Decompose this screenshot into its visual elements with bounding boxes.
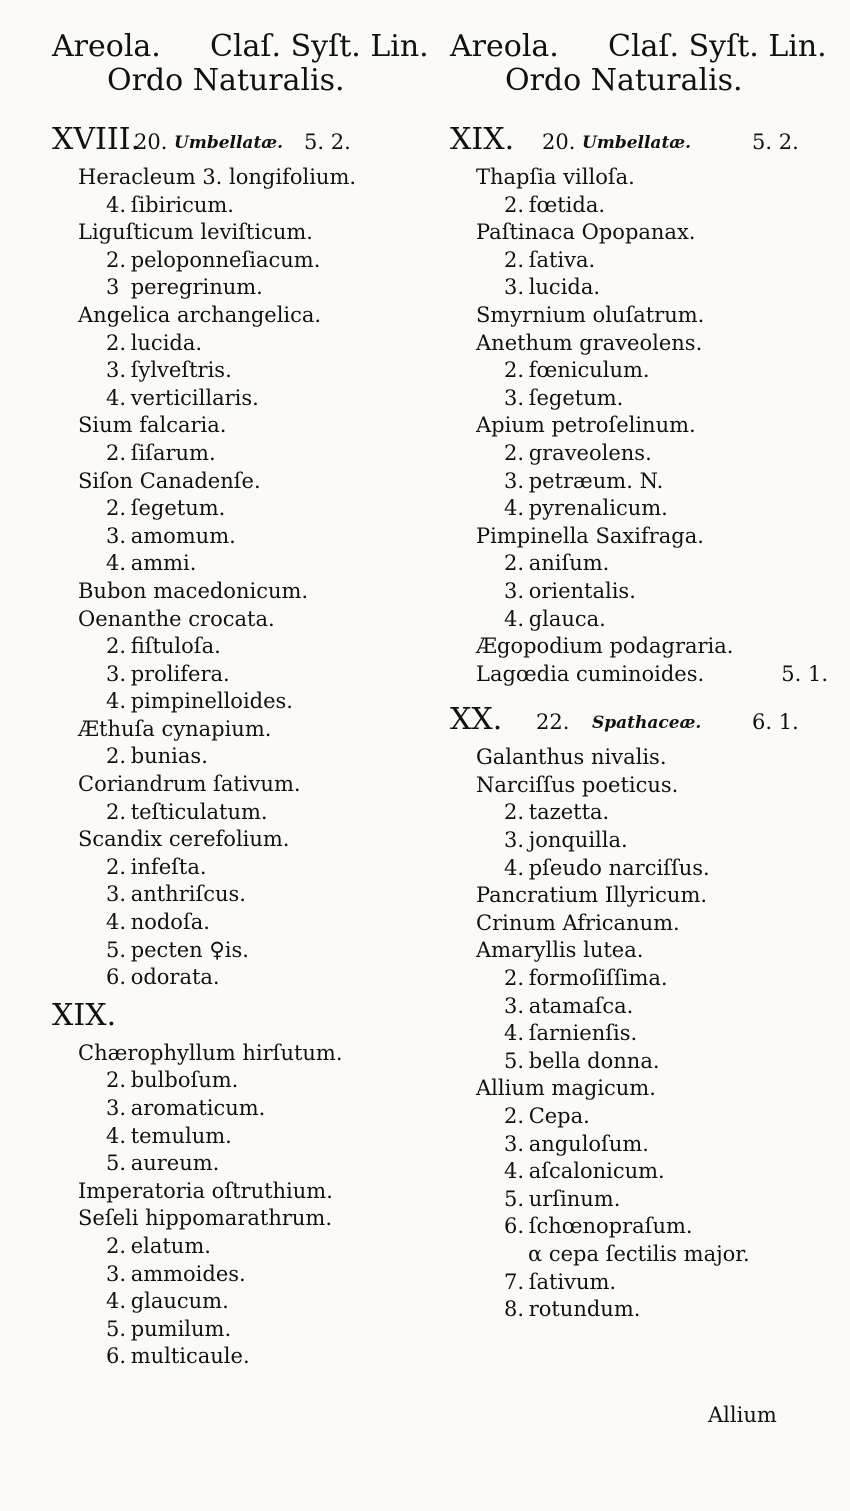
class-number: 20.: [134, 130, 168, 154]
entry-text: fiſtuloſa.: [130, 634, 221, 659]
entry-text: Paſtinaca Opopanax.: [476, 220, 696, 245]
plant-list-xix: [52, 1040, 442, 1371]
species-number: 2.: [106, 496, 127, 521]
genus-entry: [450, 523, 840, 551]
entry-text: nodoſa.: [130, 910, 210, 935]
entry-text: ſchœnopraſum.: [528, 1214, 693, 1239]
species-number: 3.: [106, 1096, 127, 1120]
species-entry: [450, 192, 840, 220]
species-number: 4.: [504, 606, 525, 631]
entry-text: Liguſticum leviſticum.: [78, 220, 313, 245]
plant-list-xx: [450, 744, 840, 1323]
species-number: 3.: [504, 993, 525, 1018]
species-entry: [52, 1095, 442, 1123]
entry-text: aſcalonicum.: [528, 1159, 665, 1184]
species-number: 4.: [106, 910, 127, 935]
species-entry: [52, 523, 442, 551]
entry-text: pecten ♀is.: [130, 937, 249, 962]
genus-entry: [450, 412, 840, 440]
entry-text: anguloſum.: [528, 1131, 649, 1156]
species-entry: [450, 495, 840, 523]
natural-order: Umbellatæ.: [582, 133, 692, 153]
entry-text: elatum.: [130, 1233, 211, 1258]
genus-entry: [52, 578, 442, 606]
species-entry: [450, 1131, 840, 1159]
species-entry: [52, 1343, 442, 1371]
genus-entry: [52, 826, 442, 854]
genus-entry: [450, 1075, 840, 1103]
species-entry: [450, 440, 840, 468]
species-number: 3.: [106, 1261, 127, 1286]
right-column-header: [450, 30, 840, 64]
entry-text: ſativum.: [528, 1269, 617, 1294]
species-entry: [450, 1296, 840, 1324]
entry-text: ſegetum.: [528, 385, 624, 410]
species-entry: [52, 799, 442, 827]
entry-text: Smyrnium oluſatrum.: [476, 302, 705, 327]
species-number: 2.: [106, 330, 127, 355]
entry-text: Crinum Africanum.: [476, 910, 680, 935]
entry-text: Apium petroſelinum.: [476, 413, 696, 438]
genus-entry: [52, 412, 442, 440]
species-number: 4.: [504, 1159, 525, 1184]
areola-heading: Areola.: [52, 29, 161, 64]
entry-text: pſeudo narciſſus.: [528, 855, 710, 880]
entry-text: formoſiſſima.: [528, 966, 668, 991]
species-number: 7.: [504, 1269, 525, 1294]
entry-text: α cepa ſectilis major.: [528, 1241, 750, 1266]
species-entry: [450, 1103, 840, 1131]
ordo-naturalis-heading: Ordo Naturalis.: [505, 63, 743, 98]
species-entry: [52, 550, 442, 578]
entry-text: Oenanthe crocata.: [78, 606, 275, 631]
genus-entry: [450, 937, 840, 965]
species-number: 3: [106, 275, 120, 300]
variety-entry: [450, 1241, 840, 1269]
species-entry: [52, 881, 442, 909]
species-entry: [52, 385, 442, 413]
left-column: [52, 30, 442, 1371]
left-column-header: [52, 30, 442, 64]
species-number: 4.: [106, 1123, 127, 1148]
species-number: 3.: [504, 275, 525, 300]
section-heading-xix: [52, 996, 442, 1036]
entry-text: aureum.: [130, 1151, 220, 1176]
species-number: 2.: [504, 192, 525, 217]
genus-entry: [52, 771, 442, 799]
species-number: 5.: [106, 937, 127, 962]
species-number: 4.: [504, 1021, 525, 1046]
class-number: 20.: [542, 130, 576, 154]
species-entry: [450, 799, 840, 827]
genus-entry: [450, 744, 840, 772]
species-entry: [450, 1048, 840, 1076]
species-number: 2.: [504, 247, 525, 272]
areola-numeral: XX.: [450, 702, 503, 738]
linnaean-system: 6. 1.: [752, 710, 799, 735]
genus-entry: [52, 468, 442, 496]
species-number: 3.: [504, 828, 525, 853]
genus-entry: [450, 661, 840, 689]
genus-entry: [52, 302, 442, 330]
entry-text: graveolens.: [528, 440, 652, 465]
entry-text: Sium falcaria.: [78, 413, 227, 438]
catchword: Allium: [708, 1403, 777, 1427]
entry-text: Thapſia villoſa.: [476, 165, 635, 189]
section-heading-xx: [450, 700, 840, 740]
entry-text: rotundum.: [528, 1297, 641, 1322]
ordo-naturalis-heading: Ordo Naturalis.: [107, 63, 345, 98]
species-entry: [52, 964, 442, 992]
species-number: 6.: [504, 1214, 525, 1239]
species-number: 4.: [106, 551, 127, 576]
entry-text: pyrenalicum.: [528, 496, 668, 521]
species-number: 2.: [106, 247, 127, 272]
plant-list-xix-umbellatae: [450, 164, 840, 688]
species-number: 4.: [106, 689, 127, 714]
entry-text: Bubon macedonicum.: [78, 578, 309, 603]
clas-syst-lin-heading: Claſ. Syſt. Lin.: [210, 29, 429, 64]
entry-text: multicaule.: [130, 1344, 250, 1369]
species-entry: [52, 1288, 442, 1316]
entry-text: Heracleum 3. longifolium.: [78, 165, 357, 189]
linnaean-system: 5. 1.: [781, 661, 828, 686]
plant-list-xviii: [52, 164, 442, 992]
genus-entry: [450, 882, 840, 910]
entry-text: temulum.: [130, 1123, 232, 1148]
entry-text: Pancratium Illyricum.: [476, 883, 708, 908]
species-entry: [450, 274, 840, 302]
entry-text: Pimpinella Saxifraga.: [476, 523, 704, 548]
species-entry: [450, 578, 840, 606]
species-number: 2.: [504, 440, 525, 465]
entry-text: Ægopodium podagraria.: [476, 634, 734, 659]
genus-entry: [450, 772, 840, 800]
species-entry: [450, 247, 840, 275]
genus-entry: [52, 1040, 442, 1068]
genus-entry: [52, 606, 442, 634]
species-entry: [52, 661, 442, 689]
entry-text: glauca.: [528, 606, 606, 631]
class-number: 22.: [536, 710, 570, 735]
entry-text: bella donna.: [528, 1048, 660, 1073]
species-number: 4.: [504, 855, 525, 880]
species-entry: [52, 440, 442, 468]
entry-text: amomum.: [130, 523, 236, 548]
species-entry: [52, 247, 442, 275]
species-entry: [450, 827, 840, 855]
species-entry: [52, 1261, 442, 1289]
entry-text: Scandix cerefolium.: [78, 827, 290, 852]
entry-text: fœniculum.: [528, 358, 650, 383]
species-number: 6.: [106, 965, 127, 990]
species-entry: [450, 855, 840, 883]
areola-heading: Areola.: [450, 29, 559, 64]
entry-text: Cepa.: [528, 1104, 590, 1128]
entry-text: Imperatoria oſtruthium.: [78, 1178, 333, 1203]
entry-text: peloponneſiacum.: [130, 247, 321, 272]
species-entry: [52, 330, 442, 358]
species-entry: [450, 993, 840, 1021]
species-entry: [450, 1020, 840, 1048]
species-number: 2.: [106, 1233, 127, 1258]
natural-order: Spathaceæ.: [592, 713, 702, 734]
entry-text: Lagœdia cuminoides.: [476, 661, 705, 686]
species-number: 5.: [504, 1048, 525, 1073]
species-number: 2.: [504, 551, 525, 576]
species-entry: [52, 937, 442, 965]
species-entry: [450, 1269, 840, 1297]
natural-order: Umbellatæ.: [174, 133, 284, 153]
genus-entry: [450, 910, 840, 938]
entry-text: petræum. N.: [528, 468, 664, 493]
species-number: 8.: [504, 1297, 525, 1322]
entry-text: Allium magicum.: [476, 1076, 656, 1101]
species-number: 2.: [106, 744, 127, 769]
species-entry: [52, 743, 442, 771]
species-entry: [52, 192, 442, 220]
entry-text: lucida.: [130, 330, 203, 355]
species-entry: [450, 357, 840, 385]
entry-text: pumilum.: [130, 1316, 232, 1341]
species-entry: [450, 965, 840, 993]
entry-text: ſativa.: [528, 247, 596, 272]
genus-entry: [52, 1205, 442, 1233]
entry-text: Chærophyllum hirſutum.: [78, 1040, 343, 1065]
species-entry: [450, 1158, 840, 1186]
entry-text: Seſeli hippomarathrum.: [78, 1206, 332, 1231]
species-entry: [52, 274, 442, 302]
species-number: 3.: [504, 468, 525, 493]
species-number: 2.: [504, 1104, 525, 1128]
genus-entry: [450, 164, 840, 192]
entry-text: lucida.: [528, 275, 601, 300]
entry-text: ſarnienſis.: [528, 1021, 638, 1046]
entry-text: peregrinum.: [130, 275, 263, 300]
species-entry: [52, 633, 442, 661]
entry-text: orientalis.: [528, 578, 636, 603]
entry-text: Coriandrum ſativum.: [78, 772, 301, 797]
species-number: 3.: [106, 882, 127, 907]
species-entry: [52, 1150, 442, 1178]
entry-text: ſiſarum.: [130, 440, 216, 465]
entry-text: infeſta.: [130, 854, 207, 879]
species-number: 2.: [504, 800, 525, 825]
entry-text: tazetta.: [528, 800, 610, 825]
entry-text: ſegetum.: [130, 496, 226, 521]
entry-text: odorata.: [130, 965, 220, 990]
areola-numeral: XVIII.: [52, 122, 141, 157]
genus-entry: [450, 330, 840, 358]
entry-text: Siſon Canadenſe.: [78, 468, 261, 493]
species-number: 5.: [106, 1151, 127, 1176]
species-number: 2.: [106, 634, 127, 659]
entry-text: fœtida.: [528, 192, 606, 217]
linnaean-system: 5. 2.: [752, 130, 799, 154]
entry-text: atamaſca.: [528, 993, 634, 1018]
entry-text: urſinum.: [528, 1186, 621, 1211]
species-number: 3.: [106, 523, 127, 548]
entry-text: aromaticum.: [130, 1096, 266, 1120]
entry-text: jonquilla.: [528, 828, 628, 853]
genus-entry: [450, 219, 840, 247]
entry-text: bulboſum.: [130, 1068, 239, 1093]
section-heading-xviii: [52, 120, 442, 160]
linnaean-system: 5. 2.: [304, 130, 351, 154]
species-number: 5.: [106, 1316, 127, 1341]
entry-text: anthriſcus.: [130, 882, 246, 907]
section-heading-xix-umbellatae: [450, 120, 840, 160]
genus-entry: [450, 302, 840, 330]
entry-text: ſylveſtris.: [130, 358, 232, 383]
species-number: 3.: [504, 578, 525, 603]
species-entry: [52, 688, 442, 716]
species-entry: [52, 1123, 442, 1151]
species-number: 2.: [106, 1068, 127, 1093]
entry-text: glaucum.: [130, 1289, 229, 1314]
species-number: 2.: [106, 440, 127, 465]
species-number: 5.: [504, 1186, 525, 1211]
species-number: 4.: [106, 192, 127, 217]
species-entry: [450, 606, 840, 634]
species-number: 4.: [106, 385, 127, 410]
entry-text: pimpinelloides.: [130, 689, 293, 714]
entry-text: Amaryllis lutea.: [476, 938, 644, 963]
species-entry: [52, 357, 442, 385]
species-entry: [52, 854, 442, 882]
entry-text: Galanthus nivalis.: [476, 745, 667, 770]
species-number: 2.: [106, 854, 127, 879]
genus-entry: [52, 164, 442, 192]
species-number: 4.: [106, 1289, 127, 1314]
species-entry: [52, 495, 442, 523]
species-number: 3.: [504, 385, 525, 410]
entry-text: ammoides.: [130, 1261, 246, 1286]
entry-text: ſibiricum.: [130, 192, 234, 217]
entry-text: Angelica archangelica.: [78, 302, 322, 327]
species-entry: [450, 468, 840, 496]
species-number: 3.: [106, 358, 127, 383]
species-entry: [52, 1316, 442, 1344]
clas-syst-lin-heading: Claſ. Syſt. Lin.: [608, 29, 827, 64]
entry-text: bunias.: [130, 744, 208, 769]
genus-entry: [52, 219, 442, 247]
right-column: [450, 30, 840, 1324]
species-number: 2.: [504, 966, 525, 991]
entry-text: teſticulatum.: [130, 799, 268, 824]
species-number: 4.: [504, 496, 525, 521]
areola-numeral: XIX.: [52, 997, 117, 1033]
species-entry: [450, 1186, 840, 1214]
species-entry: [52, 1067, 442, 1095]
species-entry: [52, 1233, 442, 1261]
entry-text: ammi.: [130, 551, 197, 576]
species-entry: [450, 550, 840, 578]
entry-text: prolifera.: [130, 661, 230, 686]
species-number: 2.: [504, 358, 525, 383]
entry-text: verticillaris.: [130, 385, 259, 410]
species-number: 6.: [106, 1344, 127, 1369]
genus-entry: [450, 633, 840, 661]
species-number: 3.: [504, 1131, 525, 1156]
species-entry: [450, 1213, 840, 1241]
species-entry: [450, 385, 840, 413]
entry-text: aniſum.: [528, 551, 610, 576]
genus-entry: [52, 716, 442, 744]
entry-text: Æthuſa cynapium.: [78, 716, 272, 741]
genus-entry: [52, 1178, 442, 1206]
entry-text: Narciſſus poeticus.: [476, 772, 679, 797]
species-number: 2.: [106, 799, 127, 824]
areola-numeral: XIX.: [450, 122, 515, 157]
species-entry: [52, 909, 442, 937]
entry-text: Anethum graveolens.: [476, 330, 703, 355]
species-number: 3.: [106, 661, 127, 686]
